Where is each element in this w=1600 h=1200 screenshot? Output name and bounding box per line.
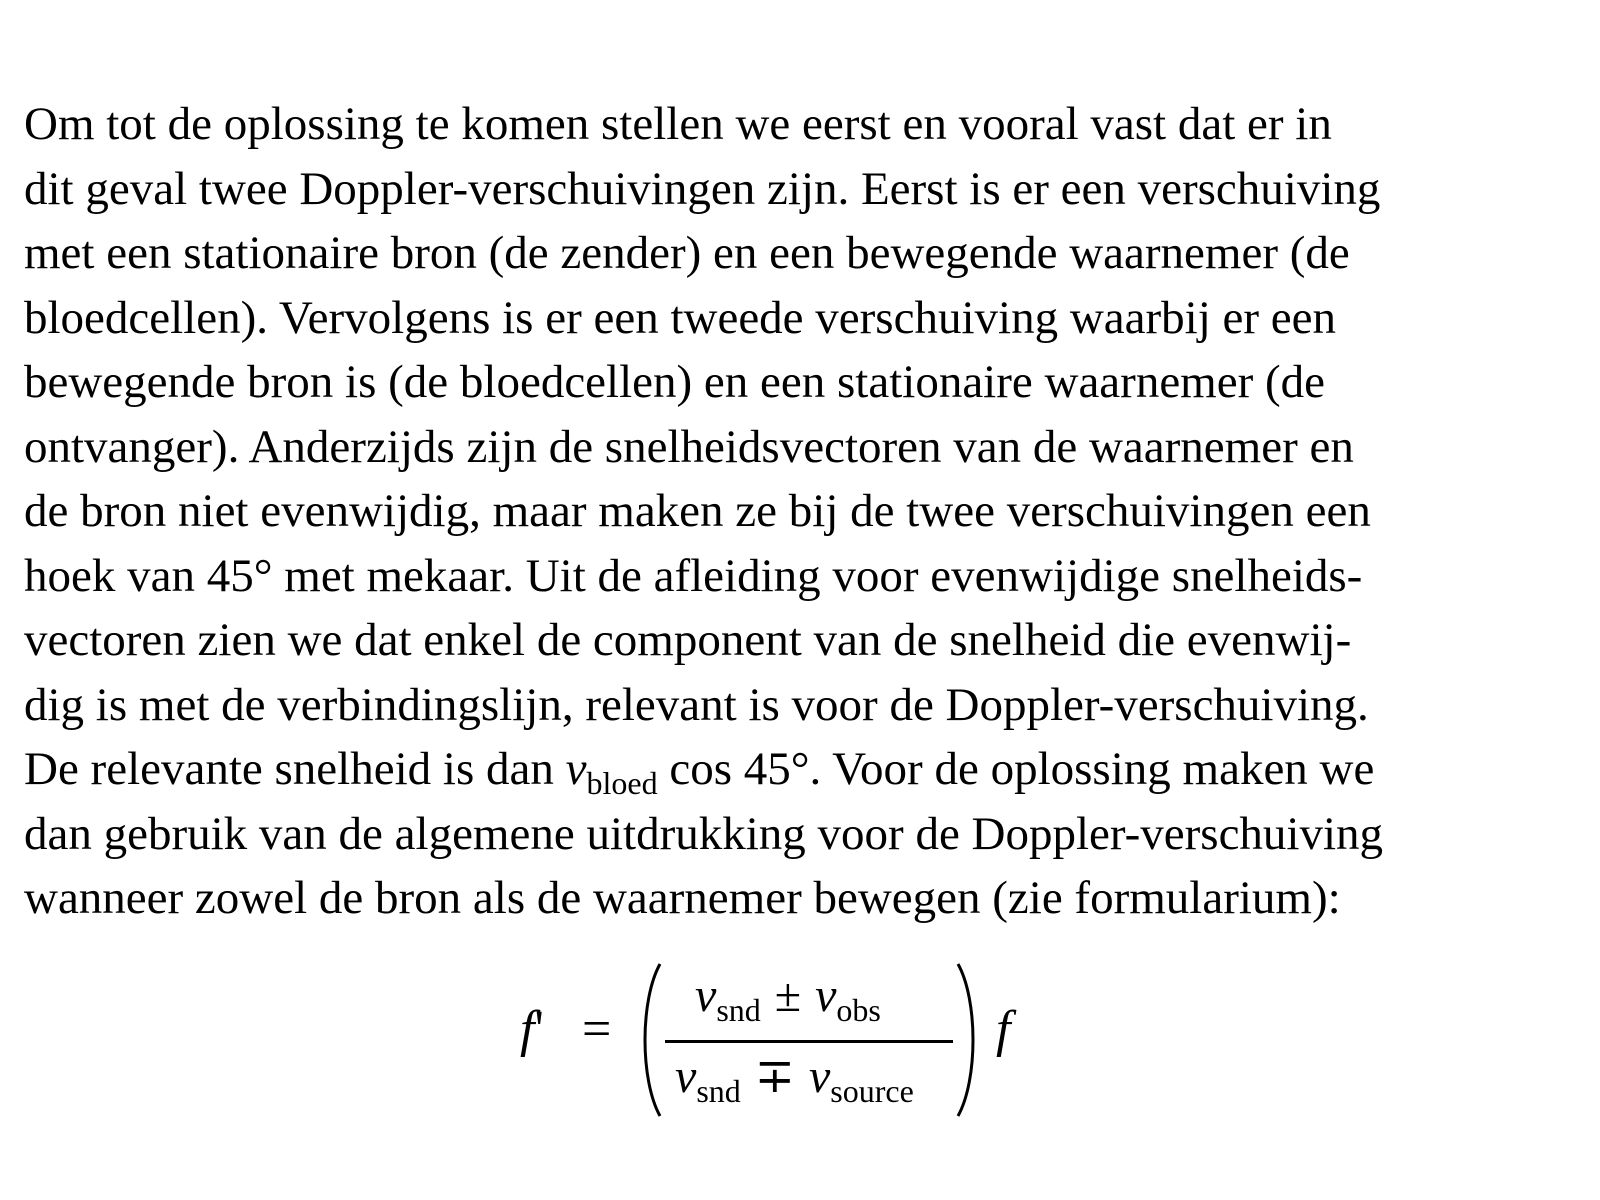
paragraph-line: vectoren zien we dat enkel de component van de snelheid die evenwij- [24,614,1352,666]
paragraph-line: wanneer zowel de bron als de waarnemer bewegen (zie formularium): [24,872,1341,924]
fraction-bar [665,1040,953,1043]
paragraph-line: dig is met de verbindingslijn, relevant is voor de Doppler-verschuiving. [24,678,1369,731]
paragraph-line: dit geval twee Doppler-verschuivingen zijn. Eerst is er een verschuiving [24,162,1381,215]
velocity-subscript: bloed [586,765,658,801]
left-parenthesis [634,960,664,1120]
frequency-symbol: f [996,1001,1011,1058]
line-text-before-math: De relevante snelheid is dan [24,743,566,795]
paragraph-line: de bron niet evenwijdig, maar maken ze bij de twee verschuivingen een [24,485,1371,537]
right-parenthesis [954,960,984,1120]
frequency-prime-symbol: f [520,1001,535,1058]
minus-plus-operator: ∓ [754,1050,795,1103]
paragraph-line: bewegende bron is (de bloedcellen) en een stationaire waarnemer (de [24,356,1326,408]
paragraph-line: hoek van 45° met mekaar. Uit de afleiding voor evenwijdige snelheids- [24,549,1363,602]
line-text-after-math: cos 45°. Voor de oplossing maken we [657,743,1375,795]
doppler-equation [520,960,1080,1130]
equation-lhs [520,1000,544,1059]
paragraph-line: dan gebruik van de algemene uitdrukking voor de Doppler-verschuiving [24,807,1384,860]
explanation-paragraph [24,92,1584,931]
fraction-denominator [675,1048,914,1109]
paragraph-line: met een stationaire bron (de zender) en een bewegende waarnemer (de [24,227,1350,279]
plus-minus-operator: ± [774,969,802,1022]
numerator-var-1: v [695,969,717,1022]
equals-sign: = [582,1001,612,1058]
fraction-numerator [695,968,881,1028]
denominator-var-2: v [808,1050,831,1103]
denominator-sub-2: source [830,1073,914,1109]
paragraph-line-with-math [24,737,1584,802]
velocity-fraction [665,960,955,1120]
numerator-var-2: v [815,969,837,1022]
denominator-sub-1: snd [696,1073,741,1109]
velocity-variable: v [565,743,587,795]
paragraph-line: ontvanger). Anderzijds zijn de snelheidsvectoren van de waarnemer en [24,420,1354,473]
numerator-sub-1: snd [716,992,761,1028]
prime-mark: ' [534,1001,544,1058]
numerator-sub-2: obs [836,992,881,1028]
paragraph-line: Om tot de oplossing te komen stellen we eerst en vooral vast dat er in [24,98,1332,150]
denominator-var-1: v [675,1050,697,1103]
paragraph-line: bloedcellen). Vervolgens is er een tweede verschuiving waarbij er een [24,291,1336,344]
